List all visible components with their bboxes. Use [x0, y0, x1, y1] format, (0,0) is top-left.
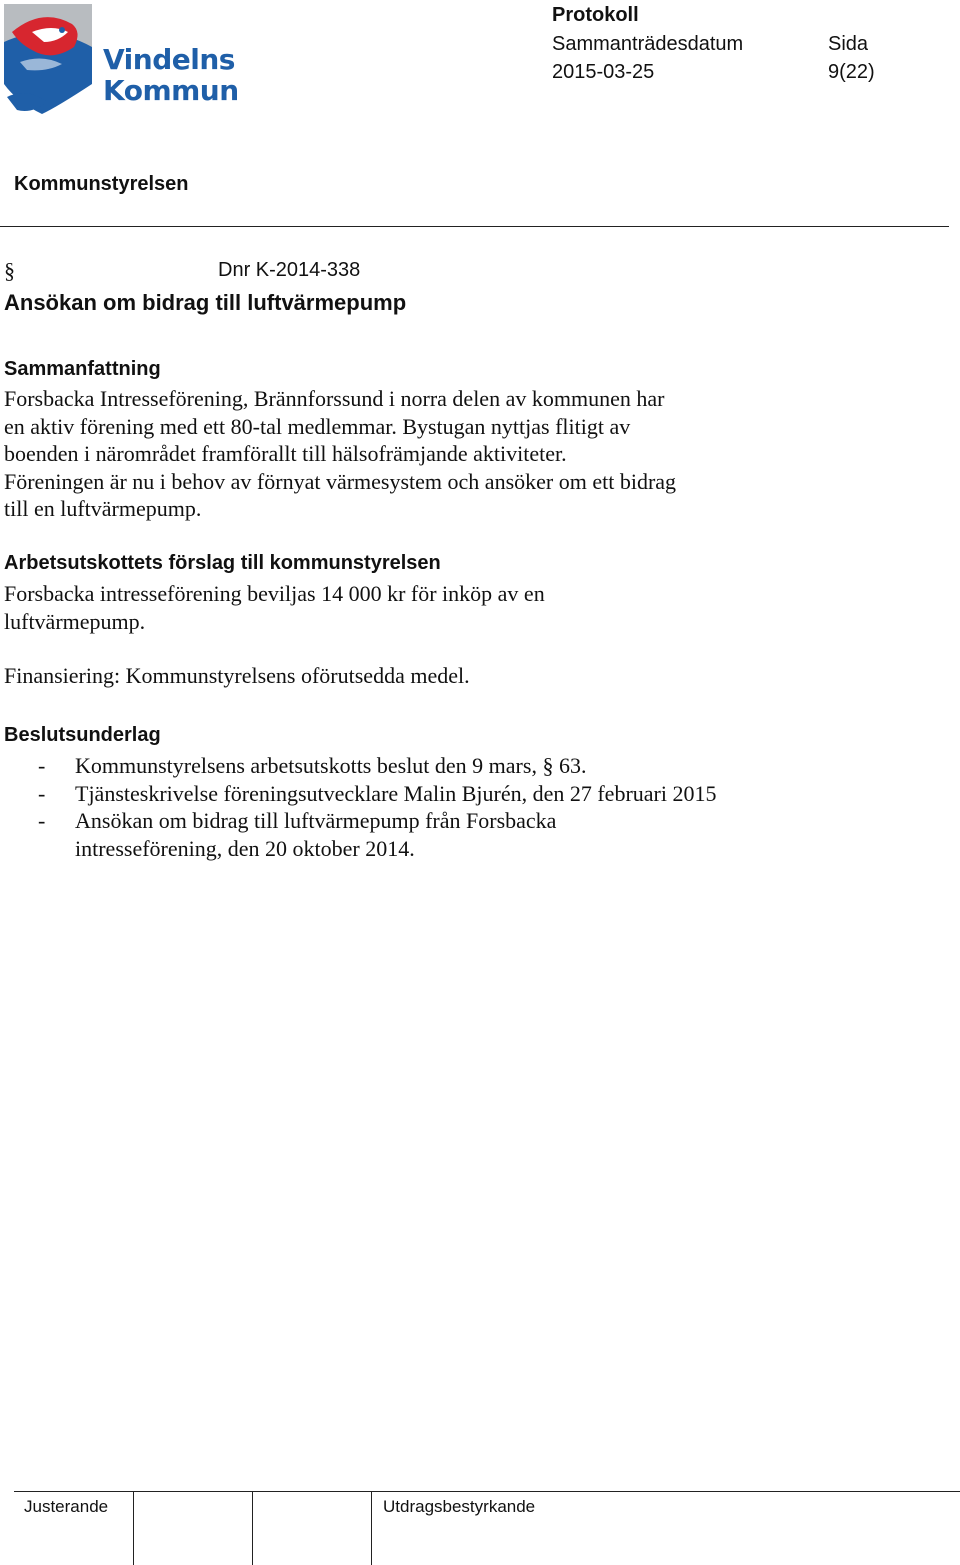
list-dash: - [38, 808, 46, 833]
summary-line: en aktiv förening med ett 80-tal medlemmar. Bystugan nyttjas flitigt av [4, 413, 631, 439]
summary-line: boenden i närområdet framförallt till hälsofrämjande aktiviteter. [4, 441, 567, 466]
list-item-text: Ansökan om bidrag till luftvärmepump från Forsbacka intresseförening, den 20 oktober 2014. [75, 808, 557, 861]
page-label: Sida [828, 33, 869, 55]
logo-line-1: Vindelns [103, 43, 235, 76]
doc-type: Protokoll [552, 4, 639, 26]
financing-text: Finansiering: Kommunstyrelsens oförutsedda medel. [4, 663, 470, 688]
summary-text [4, 385, 824, 523]
proposal-heading: Arbetsutskottets förslag till kommunstyrelsen [4, 552, 441, 574]
basis-heading: Beslutsunderlag [4, 724, 161, 746]
paragraph-sign: § [4, 258, 15, 283]
list-dash: - [38, 753, 46, 778]
organ-name: Kommunstyrelsen [14, 173, 189, 195]
justerande-label: Justerande [24, 1497, 109, 1516]
item-title: Ansökan om bidrag till luftvärmepump [4, 290, 407, 315]
proposal-text [4, 580, 824, 635]
summary-heading: Sammanfattning [4, 358, 161, 380]
utdragsbestyrkande-label: Utdragsbestyrkande [383, 1497, 536, 1516]
logo-line-2: Kommun [103, 74, 239, 107]
meeting-date: 2015-03-25 [552, 61, 655, 83]
date-label: Sammanträdesdatum [552, 33, 744, 55]
list-item-text: Tjänsteskrivelse föreningsutvecklare Malin Bjurén, den 27 februari 2015 [75, 780, 717, 806]
summary-line: Forsbacka Intresseförening, Brännforssund i norra delen av kommunen har [4, 386, 665, 411]
summary-line: Föreningen är nu i behov av förnyat värmesystem och ansöker om ett bidrag [4, 468, 677, 494]
case-number: Dnr K-2014-338 [218, 259, 361, 281]
list-item [4, 752, 835, 780]
proposal-line: luftvärmepump. [4, 608, 146, 634]
header-divider [0, 226, 949, 227]
proposal-line: Forsbacka intresseförening beviljas 14 000 kr för inköp av en [4, 581, 545, 606]
signature-box [133, 1492, 134, 1565]
municipality-logo [2, 2, 252, 117]
logo-text [103, 44, 239, 106]
page-number: 9(22) [828, 61, 875, 83]
list-item [4, 807, 675, 862]
signature-box [252, 1492, 253, 1565]
basis-list [4, 752, 835, 862]
summary-line: till en luftvärmepump. [4, 496, 202, 521]
signature-footer [14, 1491, 960, 1565]
list-dash: - [38, 780, 46, 806]
list-item [4, 780, 835, 808]
fish-emblem-icon [2, 2, 102, 117]
signature-box [371, 1492, 372, 1565]
list-item-text: Kommunstyrelsens arbetsutskotts beslut den 9 mars, § 63. [75, 753, 587, 778]
